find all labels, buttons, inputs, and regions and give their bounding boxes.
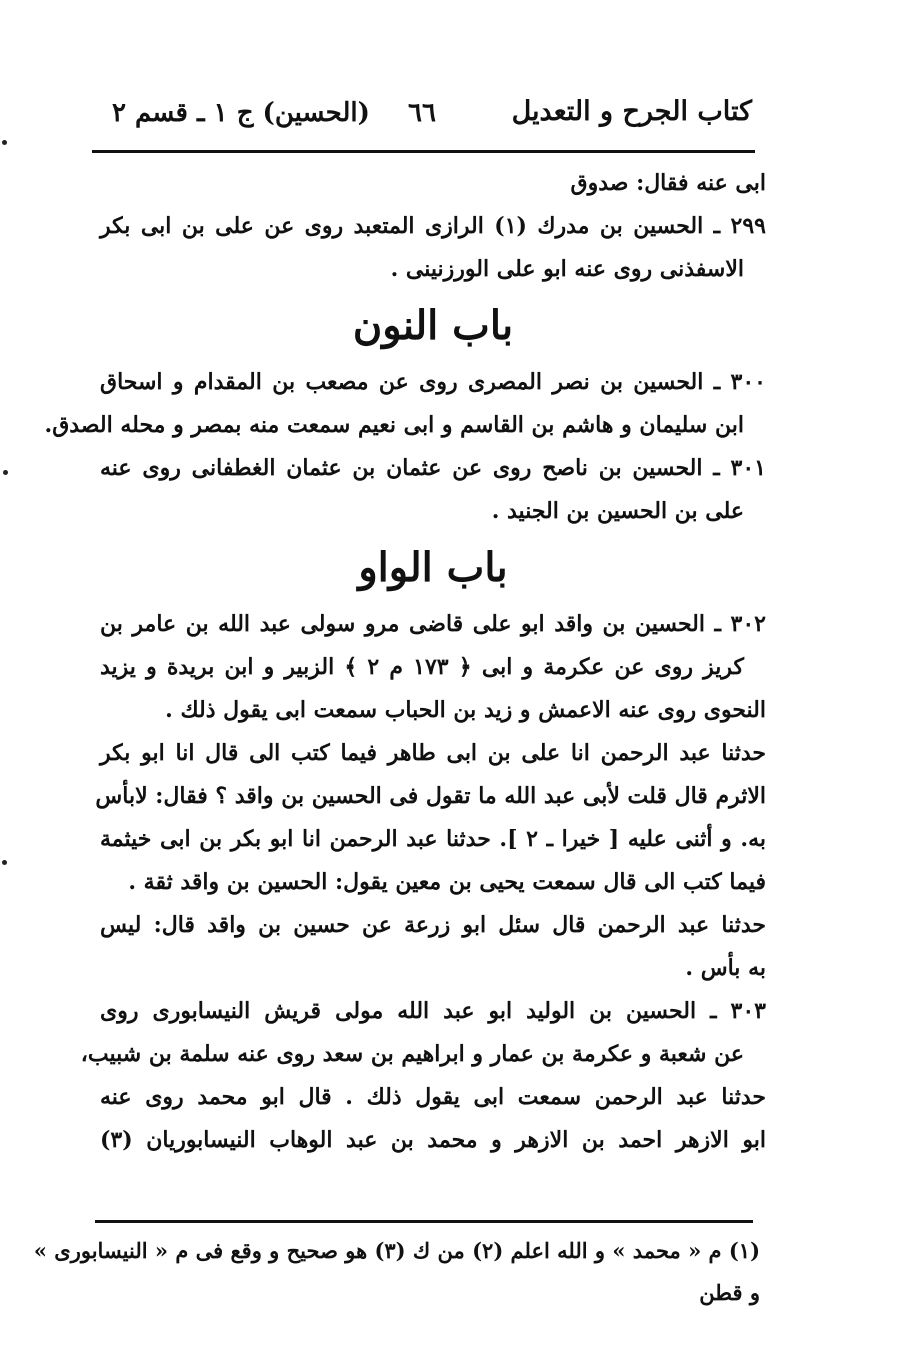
- entry-302-line: ٣٠٢ ـ الحسين بن واقد ابو علی قاضی مرو سولی عبد الله بن عامر بن: [100, 611, 766, 637]
- section-label: (الحسين) ج ١ ـ قسم ٢: [112, 98, 370, 128]
- text-line: به بأس .: [685, 955, 766, 981]
- entry-300-line: ٣٠٠ ـ الحسين بن نصر المصرى روى عن مصعب بن المقدام و اسحاق: [100, 369, 766, 395]
- text-line: الاسفذنى روى عنه ابو على الورزنينى .: [390, 256, 744, 282]
- text-line: على بن الحسين بن الجنيد .: [491, 498, 744, 524]
- page-number: ٦٦: [408, 98, 436, 128]
- text-line: فيما كتب الى قال سمعت يحيى بن معين يقول: الحسين بن واقد ثقة .: [128, 869, 766, 895]
- header-rule: [92, 150, 755, 153]
- text-line: ابو الازهر احمد بن الازهر و محمد بن عبد الوهاب النيسابوريان (٣): [100, 1127, 766, 1153]
- text-line: ابن سليمان و هاشم بن القاسم و ابى نعيم سمعت منه بمصر و محله الصدق.: [44, 412, 744, 438]
- chapter-heading-nun: باب النون: [352, 302, 514, 349]
- text-line: حدثنا عبد الرحمن انا على بن ابى طاهر فيما كتب الى قال انا ابو بكر: [100, 740, 766, 766]
- margin-speck: [2, 140, 7, 145]
- margin-speck: [2, 860, 7, 865]
- entry-301-line: ٣٠١ ـ الحسين بن ناصح روى عن عثمان بن عثمان الغطفانى روى عنه: [100, 455, 766, 481]
- text-line: حدثنا عبد الرحمن قال سئل ابو زرعة عن حسين بن واقد قال: ليس: [100, 912, 766, 938]
- entry-303-line: ٣٠٣ ـ الحسين بن الوليد ابو عبد الله مولى قريش النيسابورى روى: [100, 998, 766, 1024]
- text-line: حدثنا عبد الرحمن سمعت ابى يقول ذلك . قال ابو محمد روى عنه: [100, 1084, 766, 1110]
- entry-299-line: ٢٩٩ ـ الحسين بن مدرك (١) الرازى المتعبد روى عن على بن ابى بكر: [100, 213, 766, 239]
- text-line: عن شعبة و عكرمة بن عمار و ابراهيم بن سعد روى عنه سلمة بن شبيب،: [80, 1041, 744, 1067]
- text-line: به. و أثنى عليه [ خيرا ـ ٢ ]. حدثنا عبد الرحمن انا ابو بكر بن ابى خيثمة: [100, 826, 767, 852]
- text-line: الاثرم قال قلت لأبى عبد الله ما تقول فى الحسين بن واقد ؟ فقال: لابأس: [95, 783, 766, 809]
- footnote-line: (١) م « محمد » و الله اعلم (٢) من ك (٣) هو صحيح و وقع فى م « النيسابورى »: [33, 1238, 760, 1263]
- margin-speck: [3, 470, 8, 475]
- main-text: [44, 162, 767, 1162]
- footnote-line: و قطن: [699, 1280, 760, 1305]
- footnotes: [33, 1230, 760, 1314]
- footnote-rule: [95, 1220, 753, 1223]
- text-line: ابى عنه فقال: صدوق: [570, 170, 766, 196]
- book-title: كتاب الجرح و التعديل: [511, 96, 752, 127]
- chapter-heading-waw: باب الواو: [358, 544, 508, 591]
- text-line: كريز روى عن عكرمة و ابى ﴿ ١٧٣ م ٢ ﴾ الزبير و ابن بريدة و يزيد: [100, 654, 744, 680]
- text-line: النحوى روى عنه الاعمش و زيد بن الحباب سمعت ابى يقول ذلك .: [165, 697, 766, 723]
- running-header: [92, 96, 752, 140]
